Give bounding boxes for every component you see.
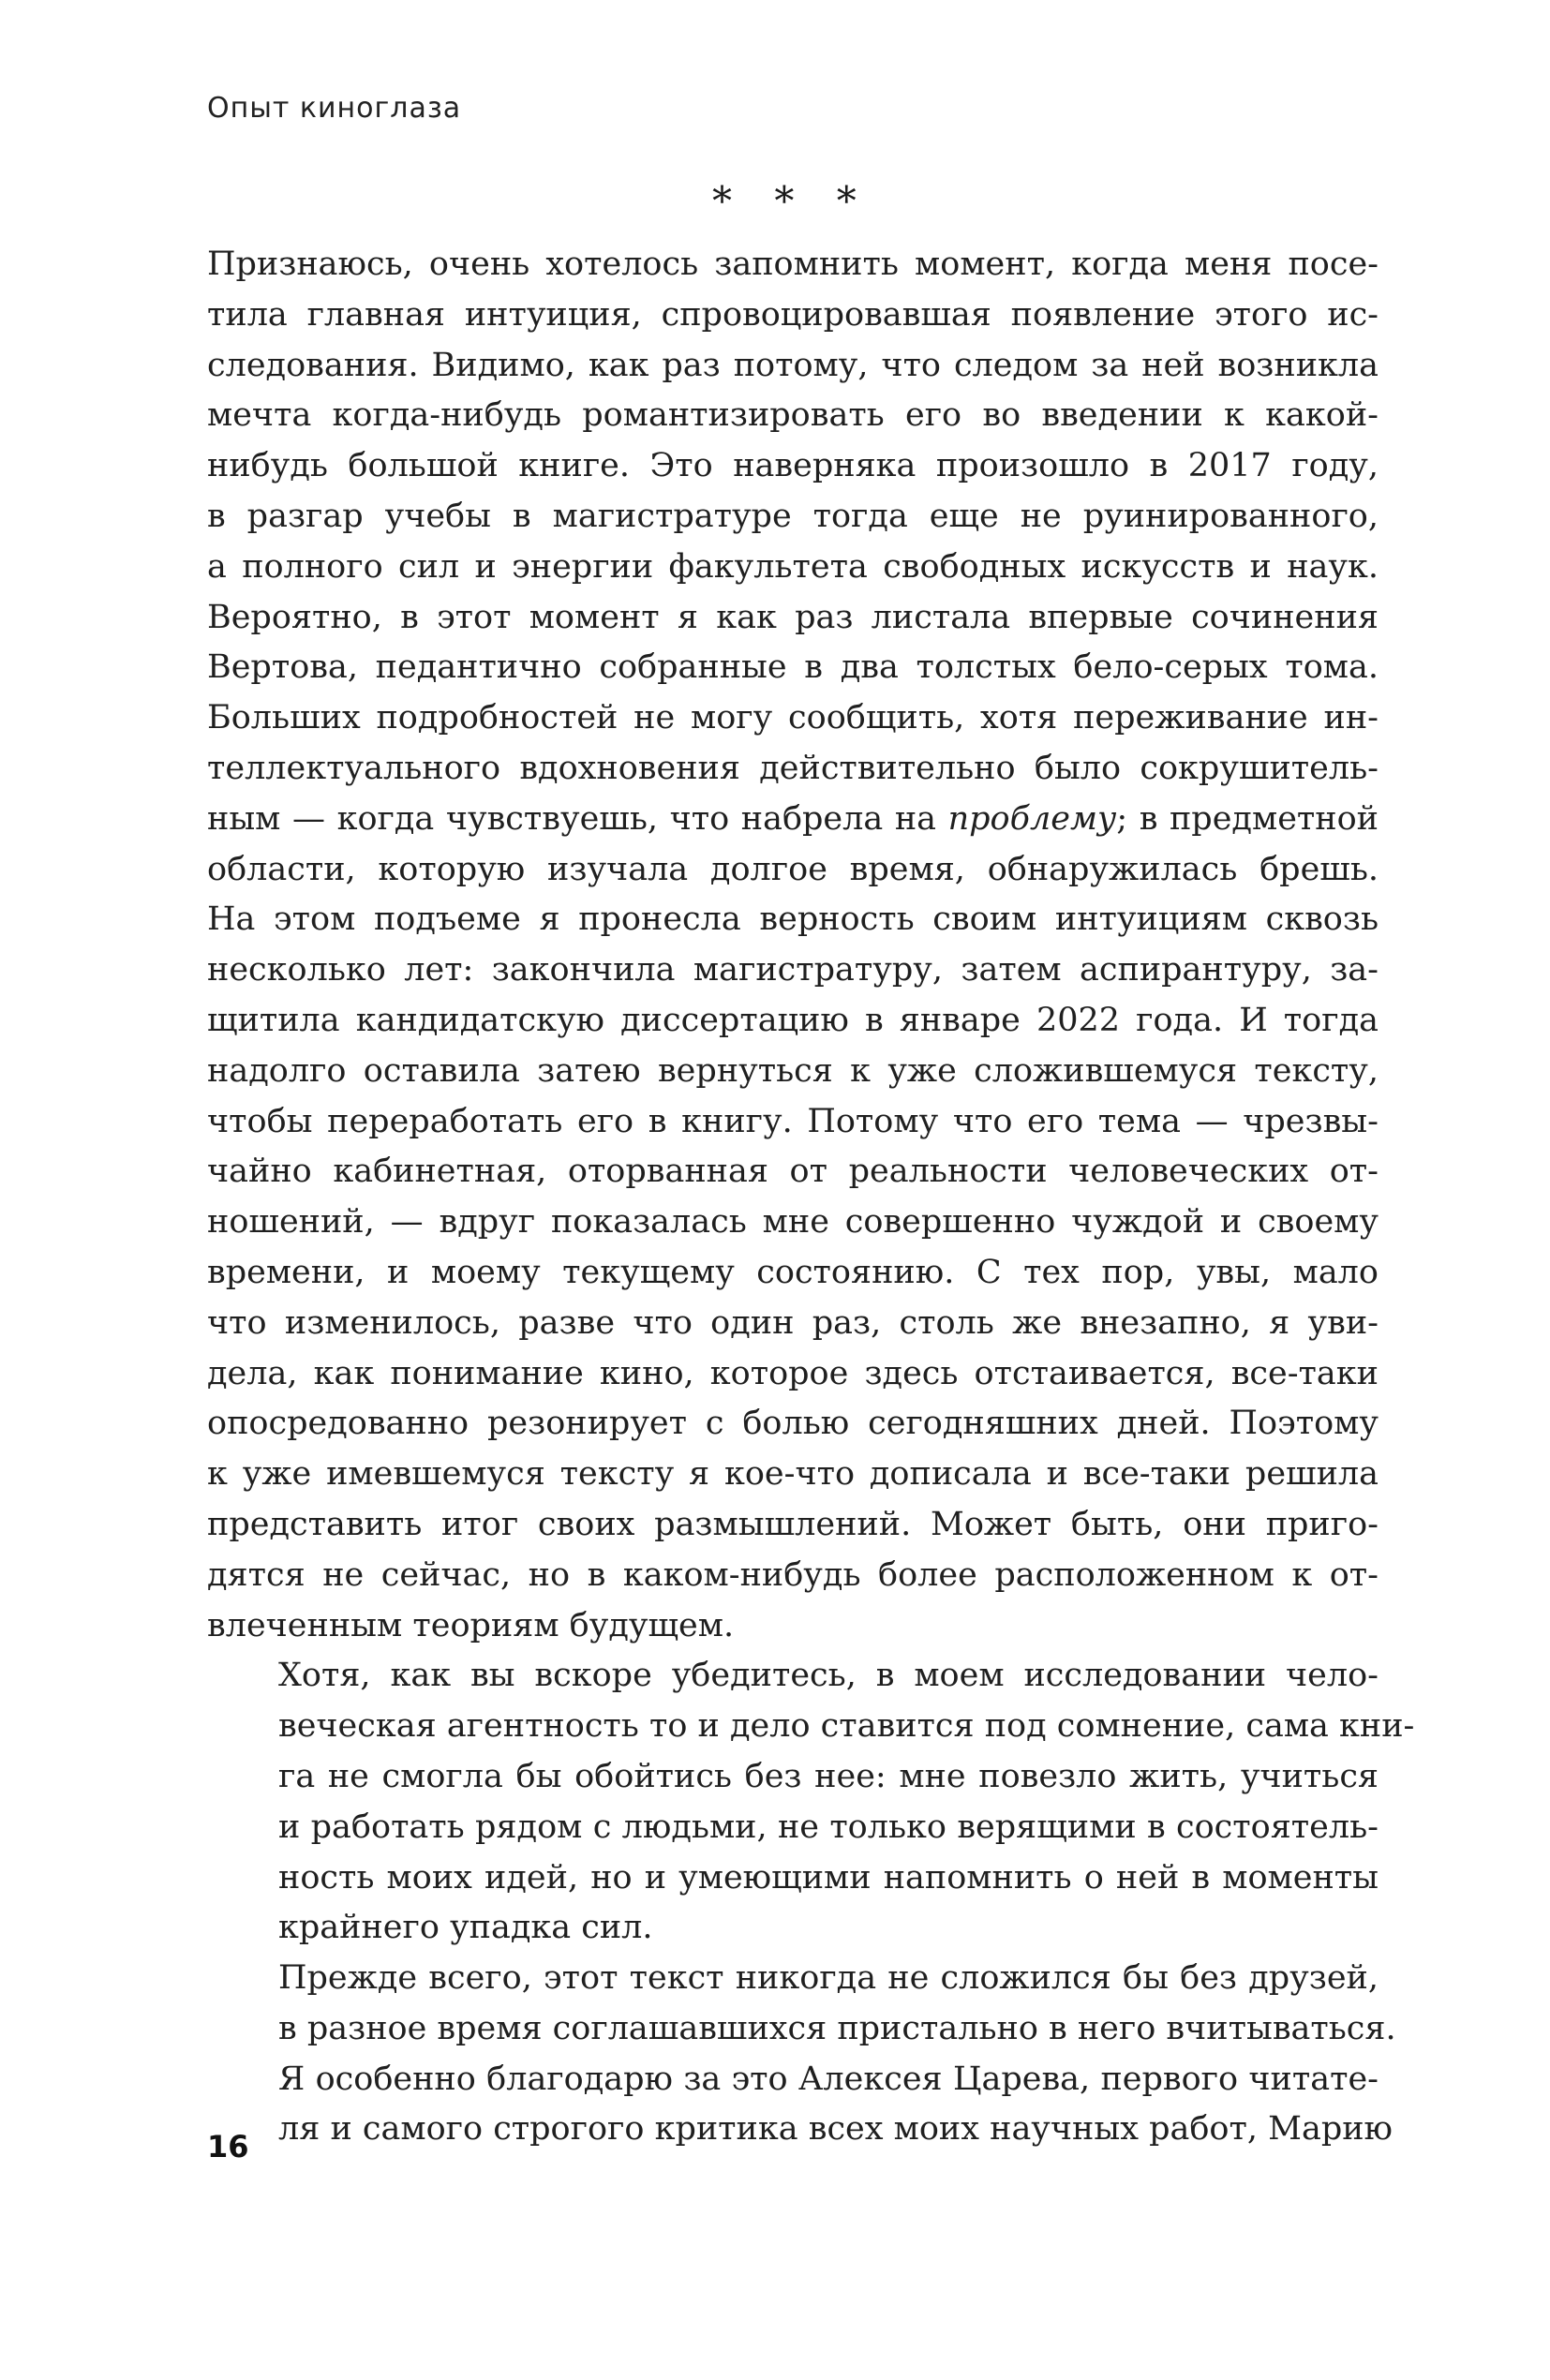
text-line: га не смогла бы обойтись без нее: мне повезло жить, учиться	[278, 1757, 1379, 1795]
text-line: крайнего упадка сил.	[278, 1909, 653, 1947]
text-line: влеченным теориям будущем.	[207, 1606, 735, 1644]
text-line: чайно кабинетная, оторванная от реальности человеческих от-	[207, 1153, 1379, 1191]
text-line: что изменилось, разве что один раз, столь же внезапно, я уви-	[207, 1303, 1379, 1342]
text-line: а полного сил и энергии факультета свободных искусств и наук.	[207, 547, 1379, 586]
text-line: области, которую изучала долгое время, обнаружилась брешь.	[207, 850, 1379, 888]
section-break: * * *	[712, 178, 872, 224]
paragraph	[207, 240, 1379, 1651]
text-line: к уже имевшемуся тексту я кое-что дописала и все-таки решила	[207, 1455, 1379, 1494]
text-line: несколько лет: закончила магистратуру, затем аспирантуру, за-	[207, 951, 1379, 989]
text-line: ность моих идей, но и умеющими напомнить о ней в моменты	[278, 1858, 1379, 1897]
paragraph	[207, 1954, 1396, 2155]
text-line: Я особенно благодарю за это Алексея Царева, первого читате-	[278, 2060, 1379, 2098]
running-head: Опыт киноглаза	[207, 92, 462, 125]
text-line: Прежде всего, этот текст никогда не сложился бы без друзей,	[278, 1959, 1379, 1998]
text-line: в разгар учебы в магистратуре тогда еще не руинированного,	[207, 497, 1379, 535]
text-line: опосредованно резонирует с болью сегодняшних дней. Поэтому	[207, 1405, 1379, 1443]
text-line: теллектуального вдохновения действительно было сокрушитель-	[207, 749, 1379, 787]
text-line: Вероятно, в этот момент я как раз листала впервые сочинения	[207, 598, 1379, 636]
text-line: Больших подробностей не могу сообщить, хотя переживание ин-	[207, 699, 1379, 737]
text-line: ля и самого строгого критика всех моих научных работ, Марию	[278, 2110, 1394, 2149]
text-line: Вертова, педантично собранные в два толстых бело-серых тома.	[207, 648, 1379, 687]
text-line: и работать рядом с людьми, не только верящими в состоятель-	[278, 1807, 1379, 1846]
page-number: 16	[207, 2129, 249, 2164]
text-line: веческая агентность то и дело ставится под сомнение, сама кни-	[278, 1707, 1415, 1746]
text-line: надолго оставила затею вернуться к уже сложившемуся тексту,	[207, 1051, 1379, 1090]
text-line: чтобы переработать его в книгу. Потому что его тема — чрезвы-	[207, 1102, 1379, 1140]
text-line: Признаюсь, очень хотелось запомнить момент, когда меня посе-	[207, 245, 1379, 283]
text-line: тила главная интуиция, спровоцировавшая появление этого ис-	[207, 295, 1379, 334]
text-line: ношений, — вдруг показалась мне совершенно чуждой и своему	[207, 1203, 1379, 1242]
text-line: щитила кандидатскую диссертацию в январе 2022 года. И тогда	[207, 1001, 1379, 1039]
text-line: Хотя, как вы вскоре убедитесь, в моем исследовании чело-	[278, 1657, 1379, 1695]
text-line: дела, как понимание кино, которое здесь отстаивается, все-таки	[207, 1354, 1379, 1392]
body-text	[207, 240, 1415, 2155]
emphasis: проблему	[947, 799, 1117, 838]
paragraph	[207, 1651, 1415, 1954]
text-line: в разное время соглашавшихся пристально в него вчитываться.	[278, 2009, 1396, 2047]
text-line: мечта когда-нибудь романтизировать его во введении к какой-	[207, 396, 1379, 435]
text-line: следования. Видимо, как раз потому, что следом за ней возникла	[207, 346, 1379, 384]
text-line: представить итог своих размышлений. Может быть, они приго-	[207, 1505, 1379, 1543]
text-line: На этом подъеме я пронесла верность своим интуициям сквозь	[207, 900, 1379, 939]
text-line: нибудь большой книге. Это наверняка произошло в 2017 году,	[207, 447, 1379, 485]
text-line: дятся не сейчас, но в каком-нибудь более расположенном к от-	[207, 1555, 1379, 1594]
text-line: ным — когда чувствуешь, что набрела на проблему; в предметной	[207, 799, 1379, 838]
text-line: времени, и моему текущему состоянию. С тех пор, увы, мало	[207, 1253, 1379, 1291]
